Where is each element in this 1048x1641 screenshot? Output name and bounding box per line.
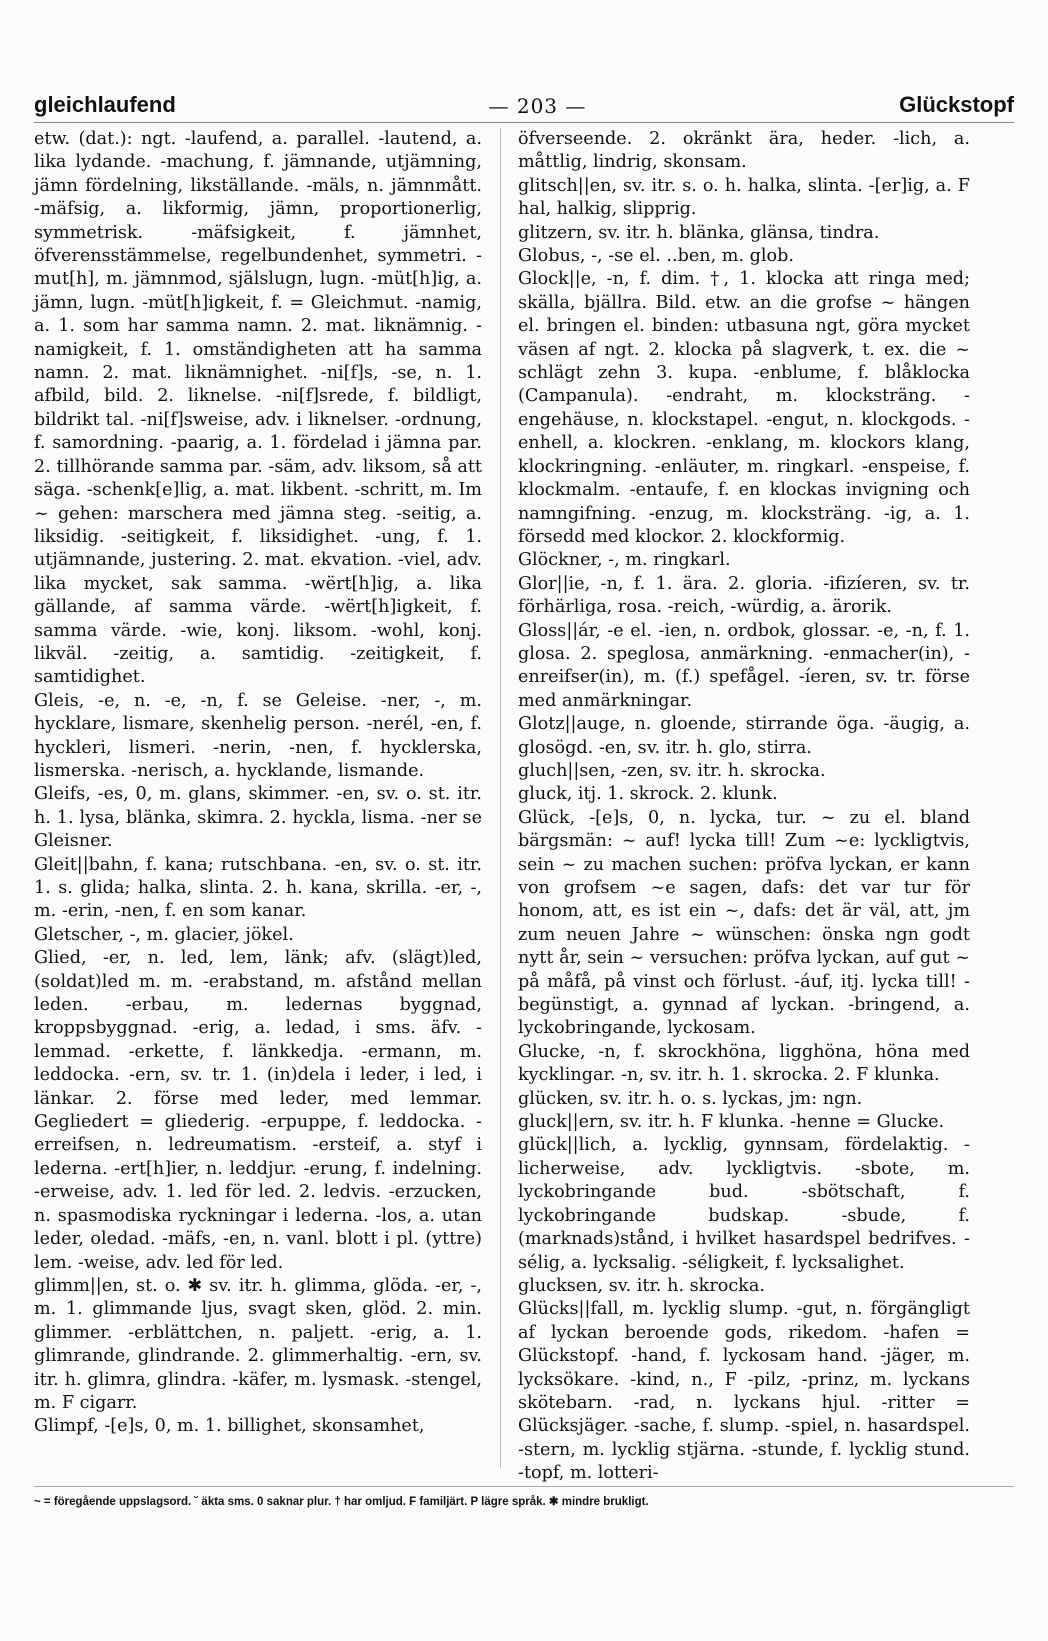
dictionary-entry: glück||lich, a. lycklig, gynnsam, fördelaktig. -licherweise, adv. lyckligtvis. -sbote, m. lyckobringande bud. -sbötschaft, f. lyckobringande budskap. -sbude, f. (marknads)stånd, i hvilket hasardspel bedrifves. -sélig, a. lycksalig. -séligkeit, f. lycksalighet.: [518, 1135, 970, 1273]
header-right-word: Glückstopf: [899, 92, 1014, 117]
page-header: [34, 86, 1014, 118]
dictionary-entry: Gloss||ár, -e el. -ien, n. ordbok, glossar. -e, -n, f. 1. glosa. 2. speglosa, anmärkning. -enmacher(in), -enreifser(in), m. (f.) spefågel. -íeren, sv. tr. förse med anmärkningar.: [518, 620, 970, 711]
page-number: — 203 —: [488, 94, 587, 118]
dictionary-entry: Glimpf, -[e]s, 0, m. 1. billighet, skonsamhet,: [34, 1416, 425, 1437]
footer-rule: [34, 1486, 1014, 1487]
dictionary-entry: glitsch||en, sv. itr. s. o. h. halka, slinta. -[er]ig, a. F hal, halkig, slipprig.: [518, 175, 970, 220]
dictionary-entry: Gleifs, -es, 0, m. glans, skimmer. -en, sv. o. st. itr. h. 1. lysa, blänka, skimra. 2. hyckla, lisma. -ner se Gleisner.: [34, 784, 482, 852]
dictionary-entry: glücken, sv. itr. h. o. s. lyckas, jm: ngn.: [518, 1088, 863, 1109]
header-left-word: gleichlaufend: [34, 92, 176, 117]
dictionary-entry: etw. (dat.): ngt. -laufend, a. parallel. -lautend, a. lika lydande. -machung, f. jämnande, utjämning, jämn fördelning, likställande. -mäls, n. jämnmått. -mäfsig, a. likformig, jämn, proportionerlig, symmetrisk. -mäfsigkeit, f. jämnhet, öfverensstämmelse, regelbundenhet, symmetri. -mut[h], m. jämnmod, själslugn, lugn. -müt[h]ig, a. jämn, lugn. -müt[h]igkeit, f. = Gleichmut. -namig, a. 1. som har samma namn. 2. mat. liknämnig. -namigkeit, f. 1. omständigheten att ha samma namn. 2. mat. liknämnighet. -ni[f]s, -se, n. 1. afbild, bild. 2. liknelse. -ni[f]srede, f. bildligt, bildrikt tal. -ni[f]sweise, adv. i liknelser. -ordnung, f. samordning. -paarig, a. 1. fördelad i jämna par. 2. tillhörande samma par. -säm, adv. liksom, så att säga. -schenk[e]lig, a. mat. likbent. -schritt, m. Im ~ gehen: marschera med jämna steg. -seitig, a. liksidig. -seitigkeit, f. liksidighet. -ung, f. 1. utjämnande, justering. 2. mat. ekvation. -viel, adv. lika mycket, sak samma. -wërt[h]ig, a. lika gällande, af samma värde. -wërt[h]igkeit, f. samma värde. -wie, konj. liksom. -wohl, konj. likväl. -zeitig, a. samtidig. -zeitigkeit, f. samtidighet.: [34, 129, 482, 688]
dictionary-entry: Glock||e, -n, f. dim. †, 1. klocka att ringa med; skälla, bjällra. Bild. etw. an die grofse ~ hängen el. bringen el. binden: utbasuna ngt, göra mycket väsen af ngt. 2. klocka på slagverk, t. ex. die ~ schlägt zehn 3. kupa. -enblume, f. blåklocka (Campanula). -endraht, m. klocksträng. -engehäuse, n. klockstapel. -engut, n. klockgods. -enhell, a. klockren. -enklang, m. klockors klang, klockringning. -enläuter, m. ringkarl. -enspeise, f. klockmalm. -entaufe, f. en klockas invigning och namngifning. -enzug, m. klocksträng. -ig, a. 1. försedd med klockor. 2. klockformig.: [518, 269, 970, 547]
dictionary-entry: gluck, itj. 1. skrock. 2. klunk.: [518, 784, 778, 805]
dictionary-entry: Glor||ie, -n, f. 1. ära. 2. gloria. -ifizíeren, sv. tr. förhärliga, rosa. -reich, -würdig, a. ärorik.: [518, 573, 970, 618]
dictionary-entry: gluch||sen, -zen, sv. itr. h. skrocka.: [518, 760, 826, 781]
dictionary-entry: glimm||en, st. o. ✱ sv. itr. h. glimma, glöda. -er, -, m. 1. glimmande ljus, svagt sken, glöd. 2. min. glimmer. -erblättchen, n. paljett. -erig, a. 1. glimrande, glindrande. 2. glimmerhaltig. -ern, sv. itr. h. glimra, glindra. -käfer, m. lysmask. -stengel, m. F cigarr.: [34, 1275, 482, 1413]
dictionary-entry: Glotz||auge, n. gloende, stirrande öga. -äugig, a. glosögd. -en, sv. itr. h. glo, stirra.: [518, 714, 970, 758]
dictionary-entry: Gleis, -e, n. -e, -n, f. se Geleise. -ner, -, m. hycklare, lismare, skenhelig person. -nerél, -en, f. hyckleri, lismeri. -nerin, -nen, f. hycklerska, lismerska. -nerisch, a. hycklande, lismande.: [34, 690, 482, 781]
dictionary-entry: Glöckner, -, m. ringkarl.: [518, 550, 731, 571]
dictionary-entry: glitzern, sv. itr. h. blänka, glänsa, tindra.: [518, 222, 880, 243]
dictionary-entry: Globus, -, -se el. ..ben, m. glob.: [518, 246, 794, 267]
dictionary-entry: Glücks||fall, m. lycklig slump. -gut, n. förgängligt af lyckan beroende gods, rikedom. -hafen = Glückstopf. -hand, f. lyckosam hand. -jäger, m. lycksökare. -kind, n., F -pilz, -prinz, m. lyckans skötebarn. -rad, n. lyckans hjul. -ritter = Glücksjäger. -sache, f. slump. -spiel, n. hasardspel. -stern, m. lycklig stjärna. -stunde, f. lycklig stund. -topf, m. lotteri-: [518, 1299, 970, 1484]
dictionary-entry: Glied, -er, n. led, lem, länk; afv. (slägt)led, (soldat)led m. m. -erabstand, m. afstånd mellan leden. -erbau, m. ledernas byggnad, kroppsbyggnad. -erig, a. ledad, i sms. äfv. -lemmad. -erkette, f. länkkedja. -ermann, m. leddocka. -ern, sv. tr. 1. (in)dela i leder, i led, i länkar. 2. förse med leder, med lemmar. Gegliedert = gliederig. -erpuppe, f. leddocka. -erreifsen, n. ledreumatism. -ersteif, a. styf i lederna. -ert[h]ier, n. leddjur. -erung, f. indelning. -erweise, adv. 1. led för led. 2. ledvis. -erzucken, n. spasmodiska ryckningar i lederna. -los, a. utan leder, oledad. -mäfs, -en, n. vanl. blott i pl. (yttre) lem. -weise, adv. led för led.: [34, 948, 482, 1273]
dictionary-entry: glucksen, sv. itr. h. skrocka.: [518, 1275, 765, 1296]
dictionary-entry: gluck||ern, sv. itr. h. F klunka. -henne = Glucke.: [518, 1112, 945, 1133]
dictionary-entry: öfverseende. 2. okränkt ära, heder. -lich, a. måttlig, lindrig, skonsam.: [518, 129, 970, 173]
dictionary-entry: Gletscher, -, m. glacier, jökel.: [34, 924, 294, 945]
dictionary-entry: Glucke, -n, f. skrockhöna, ligghöna, höna med kycklingar. -n, sv. itr. h. 1. skrocka. 2. F klunka.: [518, 1041, 970, 1086]
dictionary-entry: Glück, -[e]s, 0, n. lycka, tur. ~ zu el. bland bärgsmän: ~ auf! lycka till! Zum ~e: lyckligtvis, sein ~ zu machen suchen: pröfva lyckan, er kann von grofsem ~e sagen, dafs: det var tur för honom, att, es ist ein ~, dafs: det är väl, att, jm zum neuen Jahre ~ wünschen: önska ngn godt nytt år, sein ~ versuchen: pröfva lyckan, auf gut ~ på måfå, på vinst och förlust. -áuf, itj. lycka till! -begünstigt, a. gynnad af lyckan. -bringend, a. lyckobringande, lyckosam.: [518, 807, 970, 1039]
abbreviation-legend: ~ = föregående uppslagsord. ˘ äkta sms. 0 saknar plur. † har omljud. F familjärt. P lägre språk. ✱ mindre brukligt.: [34, 1496, 649, 1508]
column-divider: [500, 128, 501, 1468]
right-column: [518, 128, 970, 1486]
dictionary-entry: Gleit||bahn, f. kana; rutschbana. -en, sv. o. st. itr. 1. s. glida; halka, slinta. 2. h. kana, skrilla. -er, -, m. -erin, -nen, f. en som kanar.: [34, 854, 482, 922]
header-rule: [34, 122, 1014, 123]
left-column: [34, 128, 482, 1439]
